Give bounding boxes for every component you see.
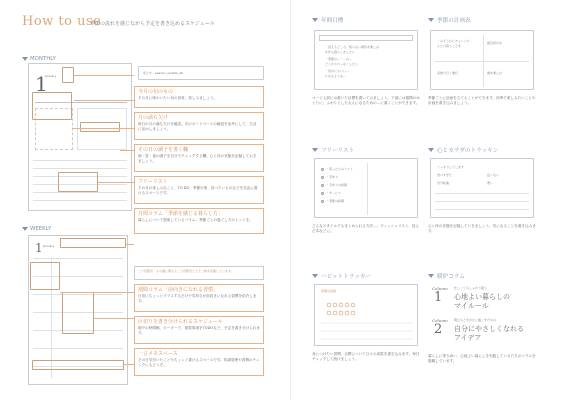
callout-moon: 月の満ち欠け 毎日の月の満ち欠けを確認。次のボードページの解説を参考にして、生活に活かしましょう。 [134, 112, 264, 140]
habit-mock: 習慣の記録 [314, 284, 418, 346]
nenkan-desc: ページ上部には書いた目標を書いてみましょう。下部には週間のゆとりに、ふわりとした大人になるための…に書くことができます。 [312, 96, 420, 106]
kikaku-mock: ・みずうちにチャレンジ ふたつ買うことを 最近何かを 家族で行く旅行 旅を楽しむ [430, 30, 534, 90]
monthly-header-strip: 何とか…season_update_26 [138, 66, 264, 80]
month-name: January [45, 74, 57, 78]
month-number: 1 [35, 72, 48, 96]
callout-freelist: フリーリスト その月の楽しみなこと、TO DO、季節行事、食べたいものなどを自由に書けるスペースです。 [134, 176, 264, 204]
page-subtitle: 季節の流れを感じながら予定を書き込めるスケジュール [90, 21, 215, 27]
triangle-down-icon [22, 227, 28, 231]
column-item-1: Column 1 忙しくてもしゃかり届う 心地よい暮らしの マイルール [432, 286, 510, 310]
callout-weekly-column: 週間コラム「前向きになれる習慣」 日常にちょっとプラスするだけで気持ちが前向きになれる習慣を紹介します。 [134, 284, 264, 312]
callout-shun: 今月の旬のもの その月に味わいたい旬の食材。楽しみましょう。 [134, 86, 264, 108]
free-mock: ・買ったものリスト ・手作り ・手作りの時間 ・サービス ・季節の時間 [314, 158, 418, 218]
nenkan-header: 年間目標 [312, 16, 343, 24]
habit-grid [319, 295, 415, 345]
weekly-section-label: WEEKLY [22, 226, 51, 232]
kokoro-header: 心とカラダのトラッキン [428, 146, 498, 154]
column-item-2: Column 2 明日もとさがえに過ごすための 自分にやさしくなれる アイデア [432, 318, 524, 342]
free-header: フリーリスト [312, 146, 354, 154]
kokoro-mock: ぐっすりしてします 食べすぎた 気分転換 良くない 悪い [430, 158, 534, 218]
callout-condition: その日の調子を書く欄 朝・昼・夜の調子を自分でチェックする欄。心と体の状態を記録しておきましょう。 [134, 144, 264, 172]
page-title: How to use [22, 14, 102, 29]
callout-sekki: 二十四節気 その週に関わる二十四節気と七十二候を記載しています。 [134, 266, 264, 280]
callout-memo: 一言メモスペース その日気付いたことやちょっと書けるスペースです。体調管理や習慣のチェックにもどうぞ。 [134, 348, 264, 376]
free-desc: どんなスタイルでもまとめられる方法…。ウィッシュリスト、読んだ本などに。 [312, 224, 420, 234]
nenkan-mock: ・見えるところ、知らない場所を楽しみ を作る暮らしをしたい ・季節の…・…の… どこかスローなくしたい ・何かにもいい… になるような… [314, 30, 418, 90]
callout-monthly-column: 月間コラム「季節を感じる暮らし方」 暮らしについて提案しているコラム。季節ごとの過ごし方のヒントを。 [134, 208, 264, 234]
habit-header: ハビットトラッカー [312, 272, 371, 280]
triangle-down-icon [22, 57, 28, 61]
kikaku-header: 季節の計画表 [428, 16, 471, 24]
column-desc: 暮らしに寄り添い、心地よい暮らしを実践しているたちのコラムを掲載しています。 [428, 354, 536, 364]
kokoro-desc: 心と体の状態を記録していきましょう。気になることを書き込みます。 [428, 224, 536, 234]
column-header: 暖炉コラム [428, 272, 465, 280]
kikaku-desc: 季節ごとに計画を立てることができます。四季で楽しみたいことや計画を書き込みましょう。 [428, 96, 536, 106]
callout-schedule: 区切りを書き分けられるスケジュール 朝夕の時間軸、ボーダーで、重要事項をTODOなど、予定を書き分けられます。 [134, 316, 264, 344]
weekly-page-mock: 1 January [28, 235, 128, 385]
monthly-section-label: MONTHLY [22, 56, 56, 62]
habit-desc: 身につけたい習慣、目標について日々の成果を書き込みます。毎日チェックして続けましょう。 [312, 352, 420, 362]
